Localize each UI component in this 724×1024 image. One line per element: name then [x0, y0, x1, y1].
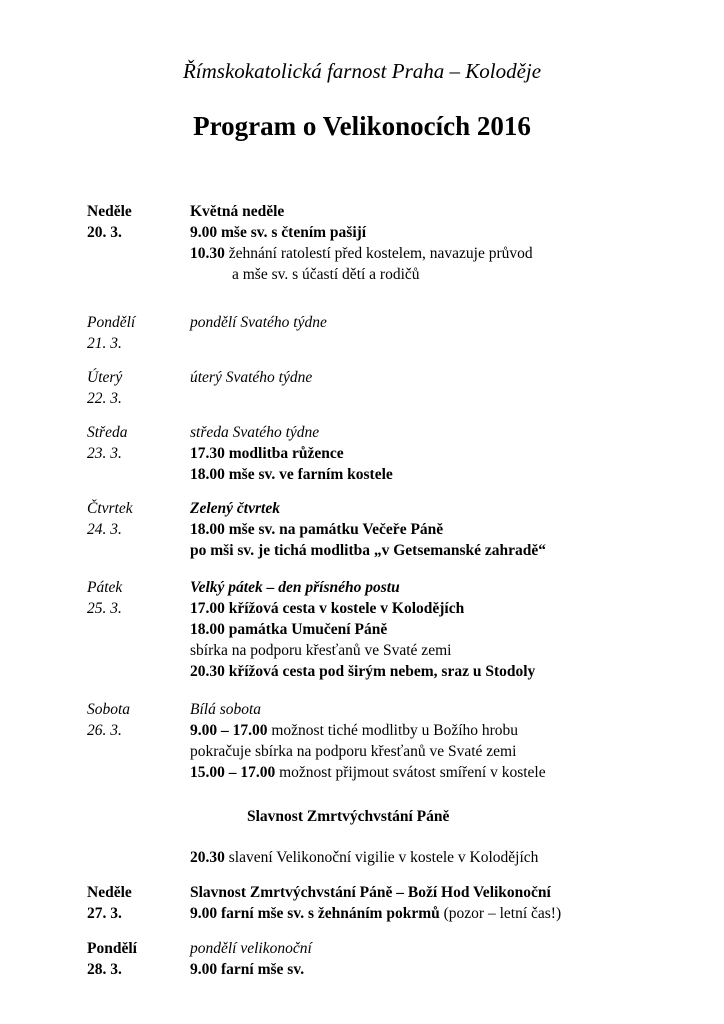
day-date: 20. 3.	[87, 224, 122, 241]
event-time: 10.30	[190, 245, 225, 262]
event-item	[190, 720, 690, 741]
day-date: 23. 3.	[87, 445, 122, 462]
event-list	[190, 367, 690, 388]
event-item: Velký pátek – den přísného postu	[190, 579, 400, 596]
event-item: pondělí Svatého týdne	[190, 314, 327, 331]
day-date: 25. 3.	[87, 600, 122, 617]
day-date: 28. 3.	[87, 961, 122, 978]
day-label	[87, 938, 182, 980]
event-item: Květná neděle	[190, 203, 285, 220]
event-item: Zelený čtvrtek	[190, 500, 280, 517]
event-item	[190, 847, 690, 868]
event-text: žehnání ratolestí před kostelem, navazuje průvod	[224, 245, 533, 262]
event-list	[190, 312, 690, 333]
page-title: Program o Velikonocích 2016	[193, 111, 531, 141]
event-item: sbírka na podporu křesťanů ve Svaté zemi	[190, 642, 452, 659]
event-item: 18.00 mše sv. ve farním kostele	[190, 466, 393, 483]
day-label	[87, 201, 182, 243]
event-list	[190, 882, 690, 924]
event-list	[190, 422, 690, 485]
day-name: Pondělí	[87, 940, 137, 957]
event-bold-text: 9.00 farní mše sv. s žehnáním pokrmů	[190, 905, 440, 922]
event-item: 17.30 modlitba růžence	[190, 445, 344, 462]
event-item: pokračuje sbírka na podporu křesťanů ve Svaté zemi	[190, 743, 517, 760]
day-label	[87, 422, 182, 464]
event-text: (pozor – letní čas!)	[439, 905, 562, 922]
parish-name: Římskokatolická farnost Praha – Koloděje	[182, 59, 542, 83]
event-item: 18.00 mše sv. na památku Večeře Páně	[190, 521, 444, 538]
day-label	[87, 312, 182, 354]
feast-heading: Slavnost Zmrtvýchvstání Páně	[247, 808, 450, 825]
day-name: Pondělí	[87, 314, 136, 331]
event-item: 17.00 křížová cesta v kostele v Kolodějích	[190, 600, 465, 617]
day-name: Čtvrtek	[87, 500, 133, 517]
day-label	[87, 882, 182, 924]
day-label	[87, 367, 182, 409]
event-item: 20.30 křížová cesta pod širým nebem, sraz u Stodoly	[190, 663, 536, 680]
event-item: po mši sv. je tichá modlitba „v Getsemanské zahradě“	[190, 542, 547, 559]
event-item: Bílá sobota	[190, 701, 262, 718]
event-list	[190, 847, 690, 868]
event-list	[190, 938, 690, 980]
day-name: Úterý	[87, 369, 123, 386]
day-date: 22. 3.	[87, 390, 122, 407]
day-date: 27. 3.	[87, 905, 122, 922]
day-label	[87, 699, 182, 741]
event-item	[190, 762, 690, 783]
event-text: možnost tiché modlitby u Božího hrobu	[267, 722, 519, 739]
day-name: Neděle	[87, 884, 132, 901]
day-name: Pátek	[87, 579, 123, 596]
event-item: 9.00 farní mše sv.	[190, 961, 305, 978]
day-date: 26. 3.	[87, 722, 122, 739]
event-time: 15.00 – 17.00	[190, 764, 276, 781]
event-item: a mše sv. s účastí dětí a rodičů	[232, 266, 420, 283]
event-item: 9.00 mše sv. s čtením pašijí	[190, 224, 367, 241]
day-date: 24. 3.	[87, 521, 122, 538]
event-item: 18.00 památka Umučení Páně	[190, 621, 388, 638]
event-item: Slavnost Zmrtvýchvstání Páně – Boží Hod Velikonoční	[190, 884, 551, 901]
event-list	[190, 699, 690, 783]
event-item	[190, 243, 690, 264]
event-list	[190, 577, 690, 682]
day-date: 21. 3.	[87, 335, 122, 352]
day-name: Sobota	[87, 701, 131, 718]
event-item: úterý Svatého týdne	[190, 369, 313, 386]
event-list	[190, 201, 690, 285]
event-list	[190, 498, 690, 561]
event-time: 9.00 – 17.00	[190, 722, 268, 739]
day-label	[87, 498, 182, 540]
day-name: Středa	[87, 424, 128, 441]
day-name: Neděle	[87, 203, 132, 220]
event-text: možnost přijmout svátost smíření v kostele	[275, 764, 546, 781]
event-item: pondělí velikonoční	[190, 940, 312, 957]
event-text: slavení Velikonoční vigilie v kostele v Kolodějích	[224, 849, 539, 866]
event-item: středa Svatého týdne	[190, 424, 320, 441]
event-item	[190, 903, 690, 924]
event-time: 20.30	[190, 849, 225, 866]
day-label	[87, 577, 182, 619]
